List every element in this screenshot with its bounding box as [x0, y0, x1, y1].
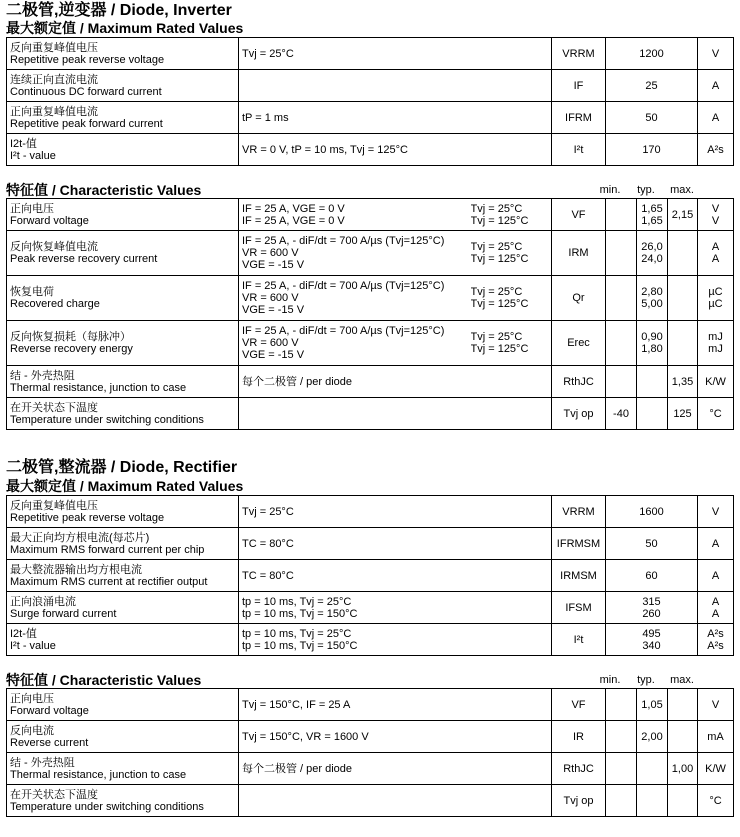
param-name-cn: 正向浪涌电流	[10, 595, 76, 608]
table-row	[7, 560, 734, 592]
unit: A²s A²s	[698, 624, 734, 656]
table-row	[7, 134, 734, 166]
condition: TC = 80°C	[239, 528, 552, 560]
unit: A A	[698, 231, 734, 276]
unit: K/W	[698, 366, 734, 398]
param-description	[7, 134, 239, 166]
param-name-cn: 反向恢复损耗（每脉冲）	[10, 331, 131, 343]
param-description	[7, 276, 239, 321]
symbol: Qr	[552, 276, 606, 321]
table-row	[7, 785, 734, 817]
unit: A A	[698, 592, 734, 624]
param-description	[7, 496, 239, 528]
condition	[239, 398, 552, 430]
symbol: VRRM	[552, 496, 606, 528]
symbol: IFRM	[552, 102, 606, 134]
typ-value: 2,00	[637, 721, 668, 753]
min-value	[606, 366, 637, 398]
param-name-cn: 最大整流器输出均方根电流	[10, 563, 142, 576]
param-name-cn: I2t-值	[10, 627, 37, 640]
unit: K/W	[698, 753, 734, 785]
typ-value: 1,65 1,65	[637, 199, 668, 231]
param-description	[7, 721, 239, 753]
typ-value: 0,90 1,80	[637, 321, 668, 366]
condition: IF = 25 A, - diF/dt = 700 A/µs (Tvj=125°C) VR = 600 V VGE = -15 V	[239, 321, 471, 366]
param-name-en: Surge forward current	[10, 607, 117, 620]
rectifier-hdr-min: min.	[599, 674, 621, 686]
rectifier-hdr-typ: typ.	[637, 674, 655, 686]
table-row	[7, 321, 734, 366]
temperature-condition: Tvj = 25°C Tvj = 125°C	[471, 276, 552, 321]
symbol: IRM	[552, 231, 606, 276]
temperature-condition: Tvj = 25°C Tvj = 125°C	[471, 199, 552, 231]
condition: Tvj = 25°C	[239, 496, 552, 528]
min-value	[606, 321, 637, 366]
unit: mA	[698, 721, 734, 753]
max-value: 1,35	[668, 366, 698, 398]
value: 50	[606, 102, 698, 134]
param-name-en: Forward voltage	[10, 214, 89, 227]
param-name-en: I²t - value	[10, 149, 56, 162]
param-name-cn: 反向重复峰值电压	[10, 499, 98, 512]
param-description	[7, 689, 239, 721]
rectifier-hdr-max: max.	[670, 674, 694, 686]
param-description	[7, 366, 239, 398]
param-name-en: Maximum RMS forward current per chip	[10, 543, 205, 556]
symbol: IFRMSM	[552, 528, 606, 560]
param-description	[7, 560, 239, 592]
condition: 每个二极管 / per diode	[239, 366, 552, 398]
unit: A²s	[698, 134, 734, 166]
min-value	[606, 689, 637, 721]
value: 25	[606, 70, 698, 102]
condition: tP = 1 ms	[239, 102, 552, 134]
condition: IF = 25 A, VGE = 0 V IF = 25 A, VGE = 0 V	[239, 199, 471, 231]
max-value	[668, 276, 698, 321]
min-value: -40	[606, 398, 637, 430]
table-row	[7, 398, 734, 430]
table-row	[7, 528, 734, 560]
param-description	[7, 321, 239, 366]
min-value	[606, 785, 637, 817]
inverter-max-title: 最大额定值 / Maximum Rated Values	[6, 20, 244, 36]
param-name-en: Recovered charge	[10, 298, 100, 310]
typ-value: 26,0 24,0	[637, 231, 668, 276]
typ-value	[637, 753, 668, 785]
param-name-en: Repetitive peak forward current	[10, 117, 163, 130]
param-name-cn: 恢复电荷	[10, 286, 54, 298]
param-name-cn: 反向电流	[10, 724, 54, 737]
condition: 每个二极管 / per diode	[239, 753, 552, 785]
table-row	[7, 753, 734, 785]
max-value	[668, 231, 698, 276]
table-row	[7, 231, 734, 276]
param-name-en: I²t - value	[10, 639, 56, 652]
value: 1600	[606, 496, 698, 528]
symbol: Erec	[552, 321, 606, 366]
inverter-char-table	[6, 198, 734, 430]
symbol: IRMSM	[552, 560, 606, 592]
table-row	[7, 592, 734, 624]
param-name-cn: 结 - 外壳热阻	[10, 756, 75, 769]
param-name-cn: 反向重复峰值电压	[10, 41, 98, 54]
typ-value: 2,80 5,00	[637, 276, 668, 321]
inverter-max-table	[6, 37, 734, 166]
condition	[239, 70, 552, 102]
rectifier-char-table	[6, 688, 734, 817]
param-name-cn: 在开关状态下温度	[10, 788, 98, 801]
min-value	[606, 753, 637, 785]
table-row	[7, 199, 734, 231]
symbol: Tvj op	[552, 785, 606, 817]
param-description	[7, 592, 239, 624]
param-name-cn: I2t-值	[10, 137, 37, 150]
unit: mJ mJ	[698, 321, 734, 366]
min-value	[606, 199, 637, 231]
param-description	[7, 398, 239, 430]
symbol: RthJC	[552, 753, 606, 785]
condition: tp = 10 ms, Tvj = 25°C tp = 10 ms, Tvj = 150°C	[239, 592, 552, 624]
param-description	[7, 528, 239, 560]
table-row	[7, 70, 734, 102]
value: 1200	[606, 38, 698, 70]
symbol: I²t	[552, 134, 606, 166]
param-name-cn: 正向电压	[10, 692, 54, 705]
condition: Tvj = 150°C, IF = 25 A	[239, 689, 552, 721]
param-description	[7, 102, 239, 134]
param-name-cn: 最大正向均方根电流(每芯片)	[10, 531, 150, 544]
condition: Tvj = 150°C, VR = 1600 V	[239, 721, 552, 753]
typ-value	[637, 398, 668, 430]
symbol: Tvj op	[552, 398, 606, 430]
symbol: VF	[552, 199, 606, 231]
param-name-cn: 结 - 外壳热阻	[10, 369, 75, 382]
table-row	[7, 496, 734, 528]
max-value: 125	[668, 398, 698, 430]
param-name-cn: 正向重复峰值电流	[10, 105, 98, 118]
rectifier-char-title: 特征值 / Characteristic Values	[6, 672, 202, 688]
param-name-en: Reverse current	[10, 736, 89, 749]
min-value	[606, 721, 637, 753]
param-name-en: Repetitive peak reverse voltage	[10, 511, 165, 524]
unit: V	[698, 496, 734, 528]
unit: A	[698, 70, 734, 102]
param-name-en: Thermal resistance, junction to case	[10, 381, 187, 394]
inverter-hdr-typ: typ.	[637, 184, 655, 196]
condition: VR = 0 V, tP = 10 ms, Tvj = 125°C	[239, 134, 552, 166]
unit: °C	[698, 785, 734, 817]
inverter-hdr-max: max.	[670, 184, 694, 196]
param-name-cn: 反向恢复峰值电流	[10, 241, 98, 253]
table-row	[7, 624, 734, 656]
temperature-condition: Tvj = 25°C Tvj = 125°C	[471, 231, 552, 276]
inverter-hdr-min: min.	[599, 184, 621, 196]
unit: A	[698, 528, 734, 560]
table-row	[7, 102, 734, 134]
unit: V V	[698, 199, 734, 231]
param-name-en: Temperature under switching conditions	[10, 800, 204, 813]
unit: °C	[698, 398, 734, 430]
unit: A	[698, 560, 734, 592]
param-name-cn: 正向电压	[10, 202, 54, 215]
param-description	[7, 38, 239, 70]
max-value	[668, 721, 698, 753]
rectifier-title: 二极管,整流器 / Diode, Rectifier	[6, 459, 238, 476]
symbol: VF	[552, 689, 606, 721]
param-description	[7, 70, 239, 102]
unit: µC µC	[698, 276, 734, 321]
table-row	[7, 38, 734, 70]
table-row	[7, 721, 734, 753]
param-description	[7, 753, 239, 785]
typ-value: 1,05	[637, 689, 668, 721]
unit: V	[698, 689, 734, 721]
value: 50	[606, 528, 698, 560]
condition: Tvj = 25°C	[239, 38, 552, 70]
temperature-condition: Tvj = 25°C Tvj = 125°C	[471, 321, 552, 366]
condition: IF = 25 A, - diF/dt = 700 A/µs (Tvj=125°C) VR = 600 V VGE = -15 V	[239, 231, 471, 276]
value: 60	[606, 560, 698, 592]
symbol: IFSM	[552, 592, 606, 624]
unit: A	[698, 102, 734, 134]
rectifier-max-title: 最大额定值 / Maximum Rated Values	[6, 478, 244, 494]
condition	[239, 785, 552, 817]
param-name-en: Continuous DC forward current	[10, 85, 162, 98]
table-row	[7, 366, 734, 398]
param-description	[7, 199, 239, 231]
param-name-en: Reverse recovery energy	[10, 343, 133, 355]
param-name-en: Repetitive peak reverse voltage	[10, 53, 165, 66]
param-name-en: Forward voltage	[10, 704, 89, 717]
symbol: I²t	[552, 624, 606, 656]
max-value	[668, 689, 698, 721]
symbol: VRRM	[552, 38, 606, 70]
max-value: 1,00	[668, 753, 698, 785]
max-value	[668, 321, 698, 366]
symbol: IR	[552, 721, 606, 753]
symbol: RthJC	[552, 366, 606, 398]
param-name-en: Temperature under switching conditions	[10, 413, 204, 426]
condition: TC = 80°C	[239, 560, 552, 592]
symbol: IF	[552, 70, 606, 102]
typ-value	[637, 785, 668, 817]
inverter-title: 二极管,逆变器 / Diode, Inverter	[6, 2, 232, 19]
param-name-cn: 在开关状态下温度	[10, 401, 98, 414]
table-row	[7, 276, 734, 321]
param-description	[7, 624, 239, 656]
condition: IF = 25 A, - diF/dt = 700 A/µs (Tvj=125°C) VR = 600 V VGE = -15 V	[239, 276, 471, 321]
param-name-en: Peak reverse recovery current	[10, 253, 158, 265]
param-name-en: Thermal resistance, junction to case	[10, 768, 187, 781]
value: 315 260	[606, 592, 698, 624]
inverter-char-title: 特征值 / Characteristic Values	[6, 182, 202, 198]
rectifier-max-table	[6, 495, 734, 656]
table-row	[7, 689, 734, 721]
param-name-en: Maximum RMS current at rectifier output	[10, 575, 208, 588]
condition: tp = 10 ms, Tvj = 25°C tp = 10 ms, Tvj = 150°C	[239, 624, 552, 656]
min-value	[606, 276, 637, 321]
typ-value	[637, 366, 668, 398]
unit: V	[698, 38, 734, 70]
value: 495 340	[606, 624, 698, 656]
max-value: 2,15	[668, 199, 698, 231]
value: 170	[606, 134, 698, 166]
param-description	[7, 231, 239, 276]
param-name-cn: 连续正向直流电流	[10, 73, 98, 86]
max-value	[668, 785, 698, 817]
min-value	[606, 231, 637, 276]
param-description	[7, 785, 239, 817]
